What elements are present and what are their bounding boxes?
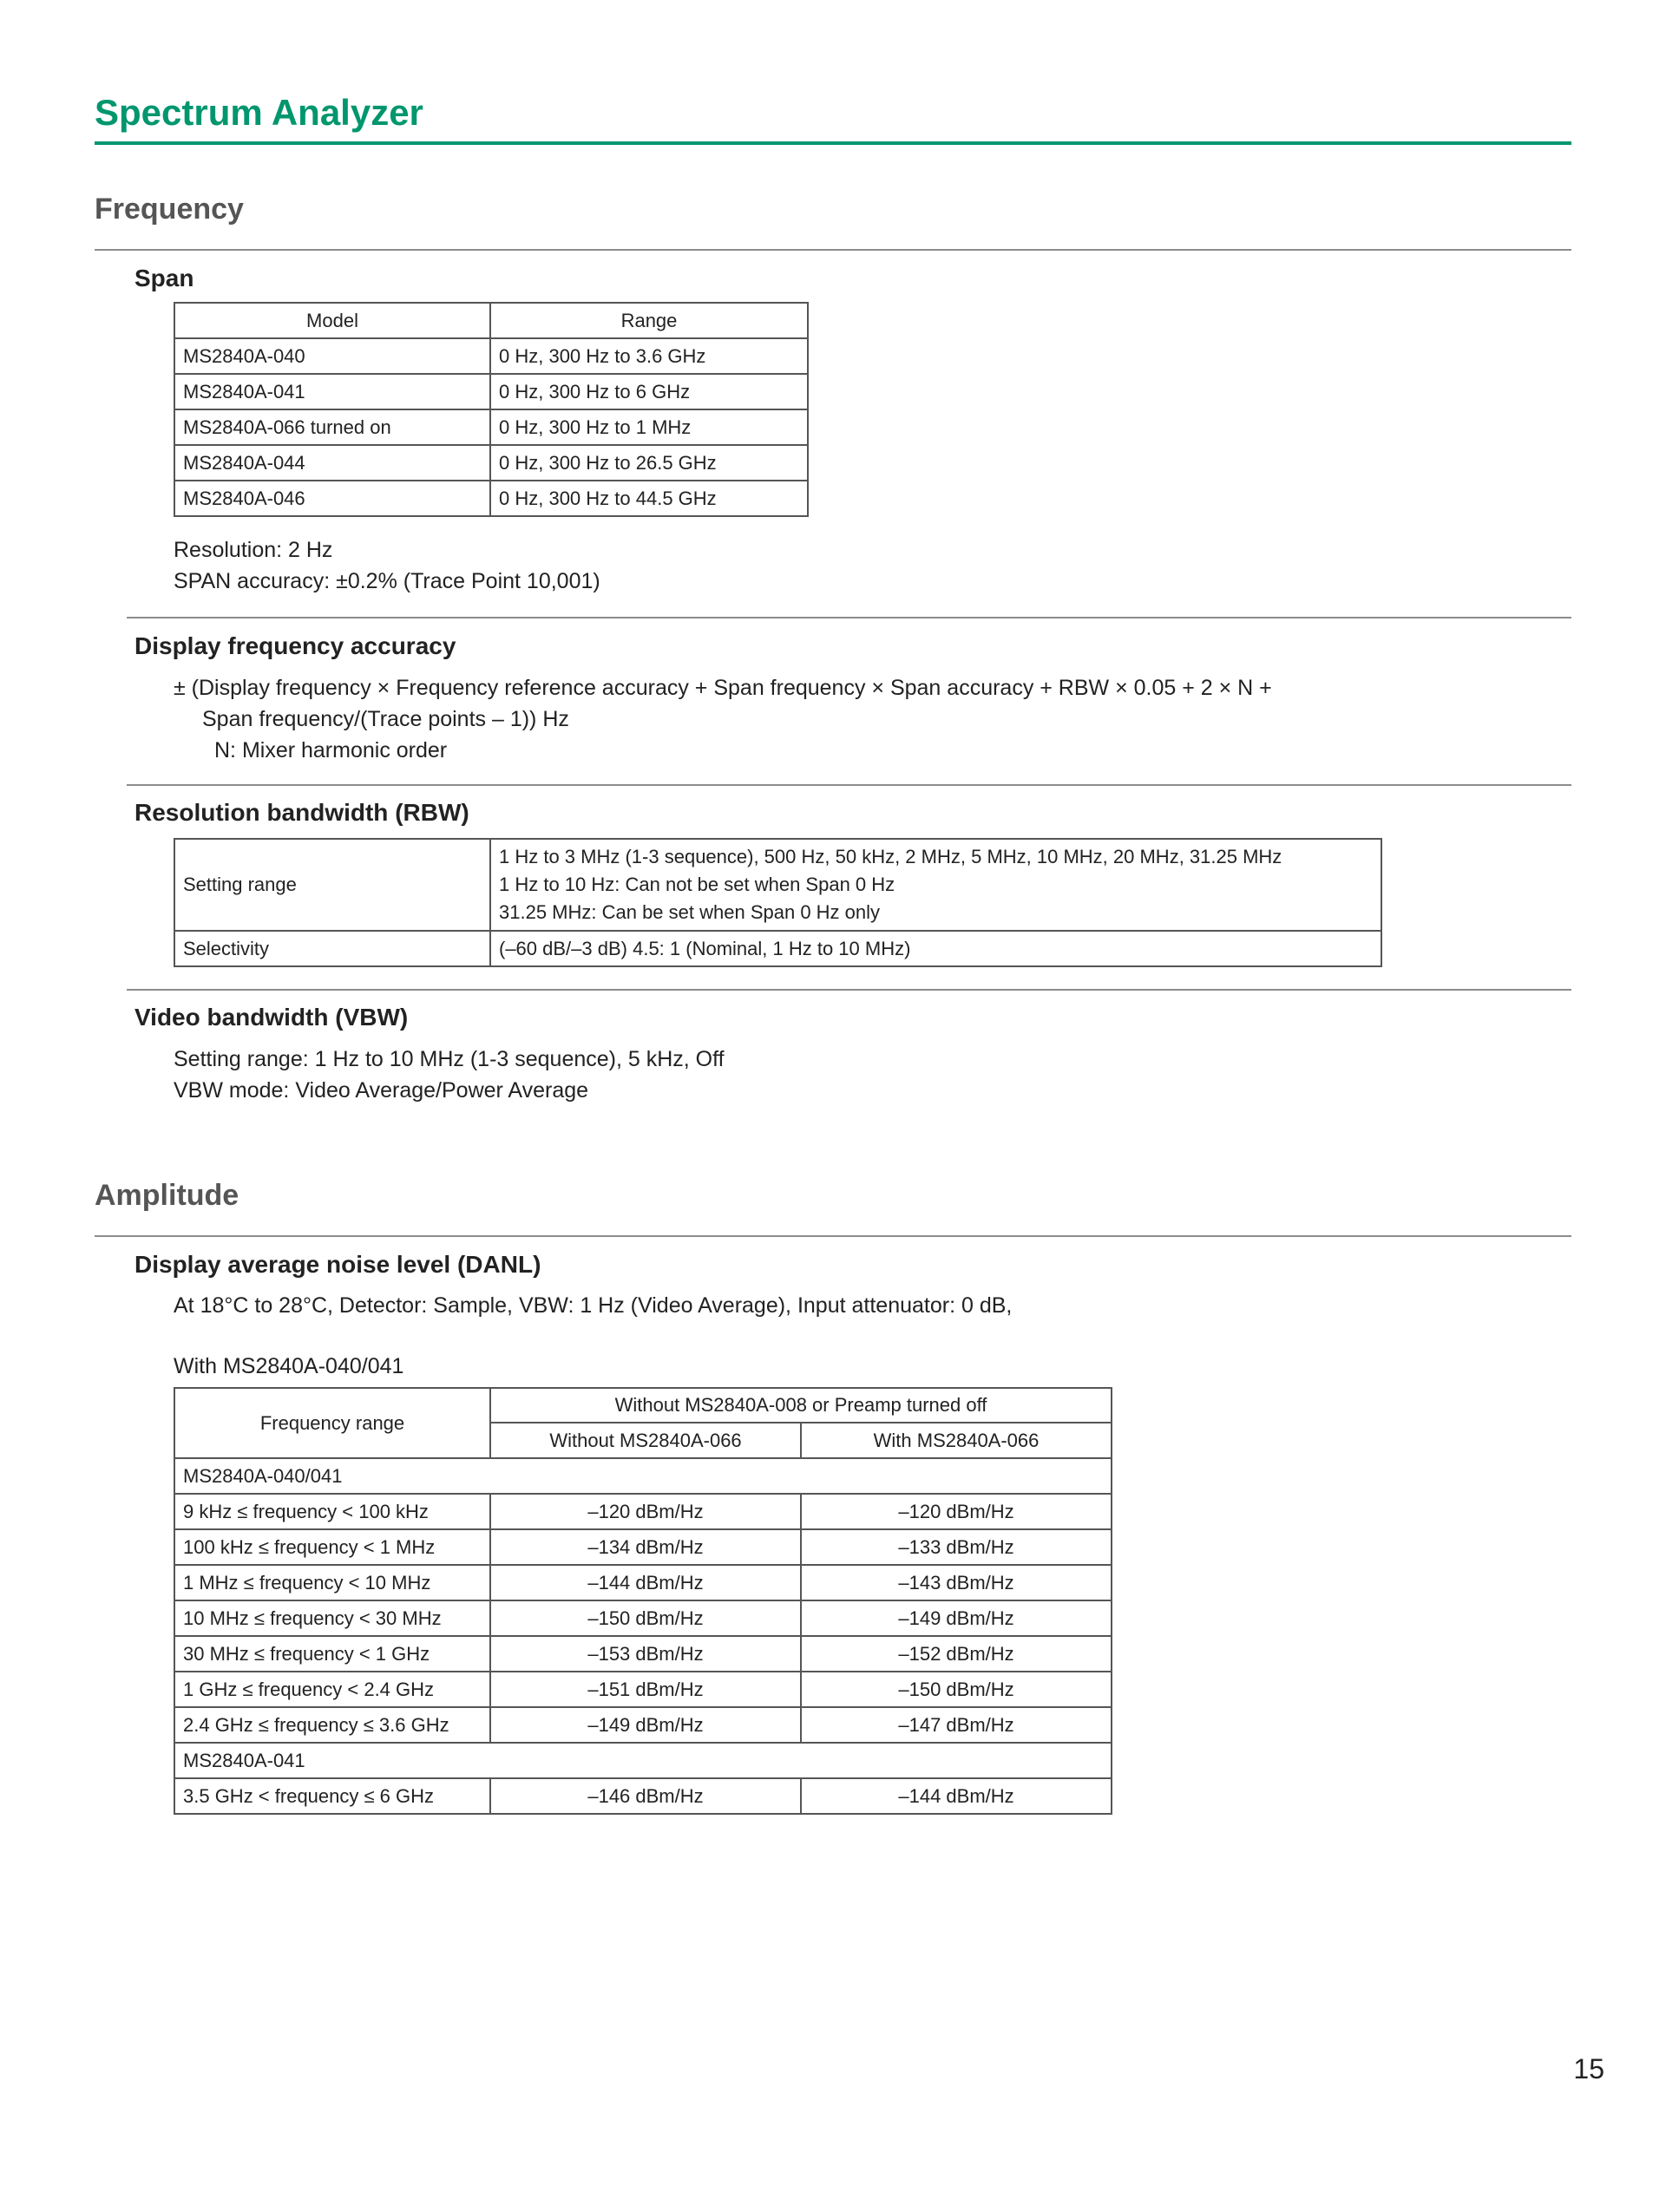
- section-rule: [127, 989, 1571, 991]
- danl-with-cell: –152 dBm/Hz: [801, 1636, 1112, 1672]
- danl-without-cell: –146 dBm/Hz: [490, 1778, 801, 1814]
- danl-subheading: With MS2840A-040/041: [174, 1354, 404, 1378]
- table-row: [174, 1600, 1112, 1636]
- danl-with-cell: –147 dBm/Hz: [801, 1707, 1112, 1743]
- display-accuracy-heading: Display frequency accuracy: [134, 632, 456, 659]
- frequency-rule: [95, 249, 1571, 251]
- span-accuracy: SPAN accuracy: ±0.2% (Trace Point 10,001): [174, 569, 600, 593]
- range-cell: 0 Hz, 300 Hz to 1 MHz: [490, 409, 808, 445]
- danl-with-cell: –133 dBm/Hz: [801, 1529, 1112, 1565]
- group-label-041: MS2840A-041: [174, 1743, 1112, 1778]
- span-resolution: Resolution: 2 Hz: [174, 538, 333, 562]
- danl-without-cell: –134 dBm/Hz: [490, 1529, 801, 1565]
- danl-with-cell: –149 dBm/Hz: [801, 1600, 1112, 1636]
- danl-without-cell: –151 dBm/Hz: [490, 1672, 801, 1707]
- rbw-selectivity-label: Selectivity: [174, 931, 490, 966]
- page-title: Spectrum Analyzer: [95, 92, 423, 133]
- frequency-range-cell: 10 MHz ≤ frequency < 30 MHz: [174, 1600, 490, 1636]
- vbw-mode: VBW mode: Video Average/Power Average: [174, 1078, 589, 1103]
- section-rule: [127, 617, 1571, 618]
- rbw-setting-range-value: [490, 839, 1381, 931]
- rbw-range-line: 1 Hz to 10 Hz: Can not be set when Span 0 Hz: [499, 874, 895, 895]
- vbw-heading: Video bandwidth (VBW): [134, 1004, 409, 1031]
- table-row: [174, 445, 808, 481]
- amplitude-rule: [95, 1235, 1571, 1237]
- rbw-selectivity-value: (–60 dB/–3 dB) 4.5: 1 (Nominal, 1 Hz to 10 MHz): [490, 931, 1381, 966]
- model-cell: MS2840A-041: [174, 374, 490, 409]
- rbw-heading: Resolution bandwidth (RBW): [134, 799, 469, 826]
- frequency-range-cell: 9 kHz ≤ frequency < 100 kHz: [174, 1494, 490, 1529]
- table-row: [174, 1565, 1112, 1600]
- frequency-range-cell: 1 GHz ≤ frequency < 2.4 GHz: [174, 1672, 490, 1707]
- danl-table: [174, 1387, 1112, 1815]
- danl-without-cell: –153 dBm/Hz: [490, 1636, 801, 1672]
- frequency-range-cell: 30 MHz ≤ frequency < 1 GHz: [174, 1636, 490, 1672]
- rbw-range-line: 1 Hz to 3 MHz (1-3 sequence), 500 Hz, 50 kHz, 2 MHz, 5 MHz, 10 MHz, 20 MHz, 31.25 MHz: [499, 846, 1282, 867]
- accuracy-formula-line: Span frequency/(Trace points – 1)) Hz: [202, 707, 569, 731]
- table-row: [174, 374, 808, 409]
- table-group-row: [174, 1743, 1112, 1778]
- table-row: [174, 409, 808, 445]
- table-header-row: [174, 1388, 1112, 1423]
- frequency-range-cell: 1 MHz ≤ frequency < 10 MHz: [174, 1565, 490, 1600]
- table-group-row: [174, 1458, 1112, 1494]
- danl-conditions: At 18°C to 28°C, Detector: Sample, VBW: 1 Hz (Video Average), Input attenuator: 0 dB,: [174, 1293, 1013, 1318]
- accuracy-note: N: Mixer harmonic order: [214, 738, 448, 762]
- model-cell: MS2840A-044: [174, 445, 490, 481]
- range-column-header: Range: [490, 303, 808, 338]
- table-row: [174, 1672, 1112, 1707]
- with-066-header: With MS2840A-066: [801, 1423, 1112, 1458]
- frequency-range-header: Frequency range: [174, 1388, 490, 1458]
- table-row: [174, 839, 1381, 931]
- range-cell: 0 Hz, 300 Hz to 44.5 GHz: [490, 481, 808, 516]
- frequency-range-cell: 3.5 GHz < frequency ≤ 6 GHz: [174, 1778, 490, 1814]
- section-rule: [127, 784, 1571, 786]
- range-cell: 0 Hz, 300 Hz to 26.5 GHz: [490, 445, 808, 481]
- range-cell: 0 Hz, 300 Hz to 6 GHz: [490, 374, 808, 409]
- table-row: [174, 1494, 1112, 1529]
- table-row: [174, 1778, 1112, 1814]
- without-066-header: Without MS2840A-066: [490, 1423, 801, 1458]
- table-row: [174, 1707, 1112, 1743]
- range-cell: 0 Hz, 300 Hz to 3.6 GHz: [490, 338, 808, 374]
- accuracy-formula-line: ± (Display frequency × Frequency reference accuracy + Span frequency × Span accuracy + RBW × 0.05 + 2 × N +: [174, 676, 1272, 700]
- model-cell: MS2840A-046: [174, 481, 490, 516]
- danl-heading: Display average noise level (DANL): [134, 1251, 541, 1278]
- table-row: [174, 1636, 1112, 1672]
- table-row: [174, 481, 808, 516]
- table-row: [174, 338, 808, 374]
- amplitude-heading: Amplitude: [95, 1179, 239, 1212]
- danl-without-cell: –149 dBm/Hz: [490, 1707, 801, 1743]
- title-rule: [95, 141, 1571, 145]
- group-label-040-041: MS2840A-040/041: [174, 1458, 1112, 1494]
- danl-with-cell: –150 dBm/Hz: [801, 1672, 1112, 1707]
- danl-without-cell: –150 dBm/Hz: [490, 1600, 801, 1636]
- danl-with-cell: –143 dBm/Hz: [801, 1565, 1112, 1600]
- rbw-table: [174, 838, 1382, 967]
- rbw-range-line: 31.25 MHz: Can be set when Span 0 Hz only: [499, 901, 881, 923]
- span-heading: Span: [134, 265, 194, 291]
- vbw-setting-range: Setting range: 1 Hz to 10 MHz (1-3 sequence), 5 kHz, Off: [174, 1047, 725, 1071]
- table-row: [174, 931, 1381, 966]
- model-cell: MS2840A-040: [174, 338, 490, 374]
- frequency-range-cell: 100 kHz ≤ frequency < 1 MHz: [174, 1529, 490, 1565]
- rbw-setting-range-label: Setting range: [174, 839, 490, 931]
- danl-with-cell: –120 dBm/Hz: [801, 1494, 1112, 1529]
- page-number: 15: [1573, 2053, 1604, 2084]
- model-cell: MS2840A-066 turned on: [174, 409, 490, 445]
- danl-without-cell: –120 dBm/Hz: [490, 1494, 801, 1529]
- table-row: [174, 1529, 1112, 1565]
- model-column-header: Model: [174, 303, 490, 338]
- frequency-heading: Frequency: [95, 193, 244, 226]
- danl-without-cell: –144 dBm/Hz: [490, 1565, 801, 1600]
- table-header-row: [174, 303, 808, 338]
- danl-with-cell: –144 dBm/Hz: [801, 1778, 1112, 1814]
- group-column-header: Without MS2840A-008 or Preamp turned off: [490, 1388, 1112, 1423]
- frequency-range-cell: 2.4 GHz ≤ frequency ≤ 3.6 GHz: [174, 1707, 490, 1743]
- span-table: [174, 302, 809, 517]
